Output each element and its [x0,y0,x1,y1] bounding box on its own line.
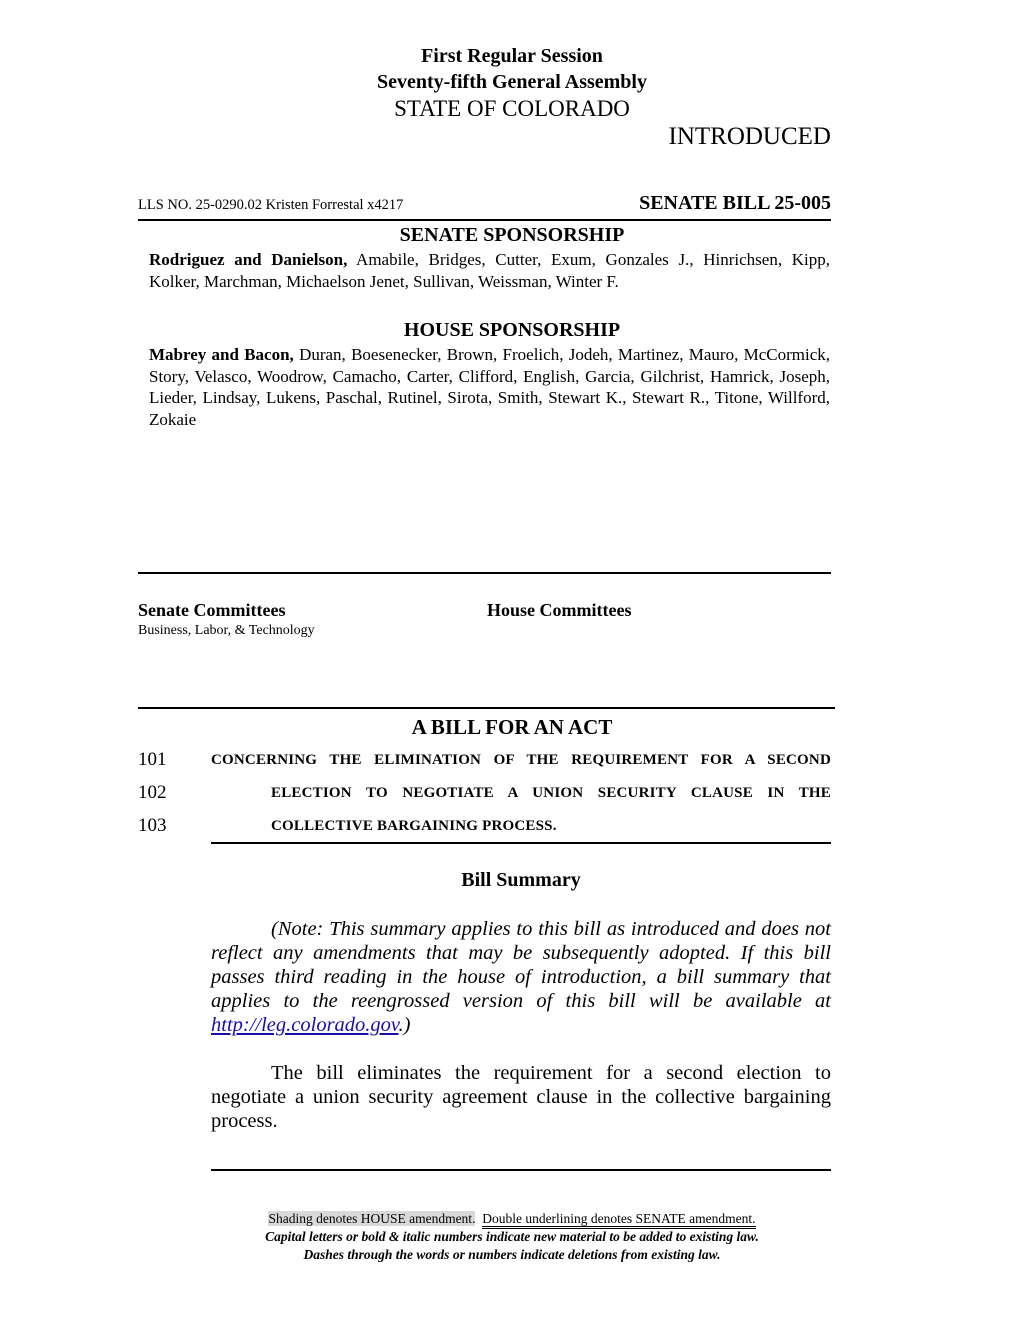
senate-committees-heading: Senate Committees [138,600,286,620]
committees-rule [138,572,831,574]
senate-cosponsors: Amabile, Bridges, Cutter, Exum, Gonzales J., Hinrichsen, Kipp, Kolker, Marchman, Michaelson Jenet, Sullivan, Weissman, Winter F. [149,250,830,291]
state-label: STATE OF COLORADO [394,96,630,121]
summary-note-end: .) [398,1014,411,1036]
summary-heading: Bill Summary [461,869,581,891]
title-rule [211,842,831,844]
line-number: 103 [138,815,167,836]
session-label: First Regular Session [421,45,603,67]
bill-number: SENATE BILL 25-005 [639,192,831,214]
act-rule [138,707,835,709]
act-title-line: CONCERNING THE ELIMINATION OF THE REQUIREMENT FOR A SECOND [211,752,831,768]
senate-committees-list: Business, Labor, & Technology [138,623,315,638]
summary-note-text: (Note: This summary applies to this bill as introduced and does not reflect any amendments that may be subsequently adopted. If this bill passes third reading in the house of introduction, a bill summary that applies to the reengrossed version of this bill will be available at [211,918,831,1012]
house-committees-heading: House Committees [487,600,632,620]
lls-number: LLS NO. 25-0290.02 Kristen Forrestal x4217 [138,197,404,213]
line-number: 102 [138,782,167,803]
legislature-link[interactable]: http://leg.colorado.gov [211,1014,399,1036]
header-rule [138,219,831,221]
summary-rule [211,1169,831,1171]
house-cosponsors: Duran, Boesenecker, Brown, Froelich, Jodeh, Martinez, Mauro, McCormick, Story, Velasco, Woodrow, Camacho, Carter, Clifford, English, Garcia, Gilchrist, Hamrick, Joseph, Lieder, Lindsay, Lukens, Paschal, Rutinel, Sirota, Smith, Stewart K., Stewart R., Titone, Willford, Zokaie [149,345,830,429]
house-sponsorship-heading: HOUSE SPONSORSHIP [403,319,621,341]
capital-letters-note: Capital letters or bold & italic numbers indicate new material to be added to existing law. [265,1229,759,1244]
senate-lead-sponsors: Rodriguez and Danielson, [149,250,348,269]
dashes-note: Dashes through the words or numbers indicate deletions from existing law. [303,1247,721,1262]
status-label: INTRODUCED [668,123,831,150]
assembly-label: Seventy-fifth General Assembly [377,71,647,93]
summary-note [211,917,831,1037]
act-title-line: ELECTION TO NEGOTIATE A UNION SECURITY CLAUSE IN THE [271,785,831,801]
act-heading: A BILL FOR AN ACT [411,715,613,739]
house-amendment-legend: Shading denotes HOUSE amendment. [268,1211,476,1226]
senate-amendment-legend: Double underlining denotes SENATE amendment. [482,1211,755,1229]
summary-body: The bill eliminates the requirement for a second election to negotiate a union security agreement clause in the collective bargaining process. [211,1062,831,1132]
senate-sponsors [149,249,830,292]
house-sponsors [149,344,830,430]
act-title-line: COLLECTIVE BARGAINING PROCESS. [271,818,557,834]
line-number: 101 [138,749,167,770]
senate-sponsorship-heading: SENATE SPONSORSHIP [399,224,625,246]
amendment-legend [0,1211,1024,1227]
house-lead-sponsors: Mabrey and Bacon, [149,345,294,364]
